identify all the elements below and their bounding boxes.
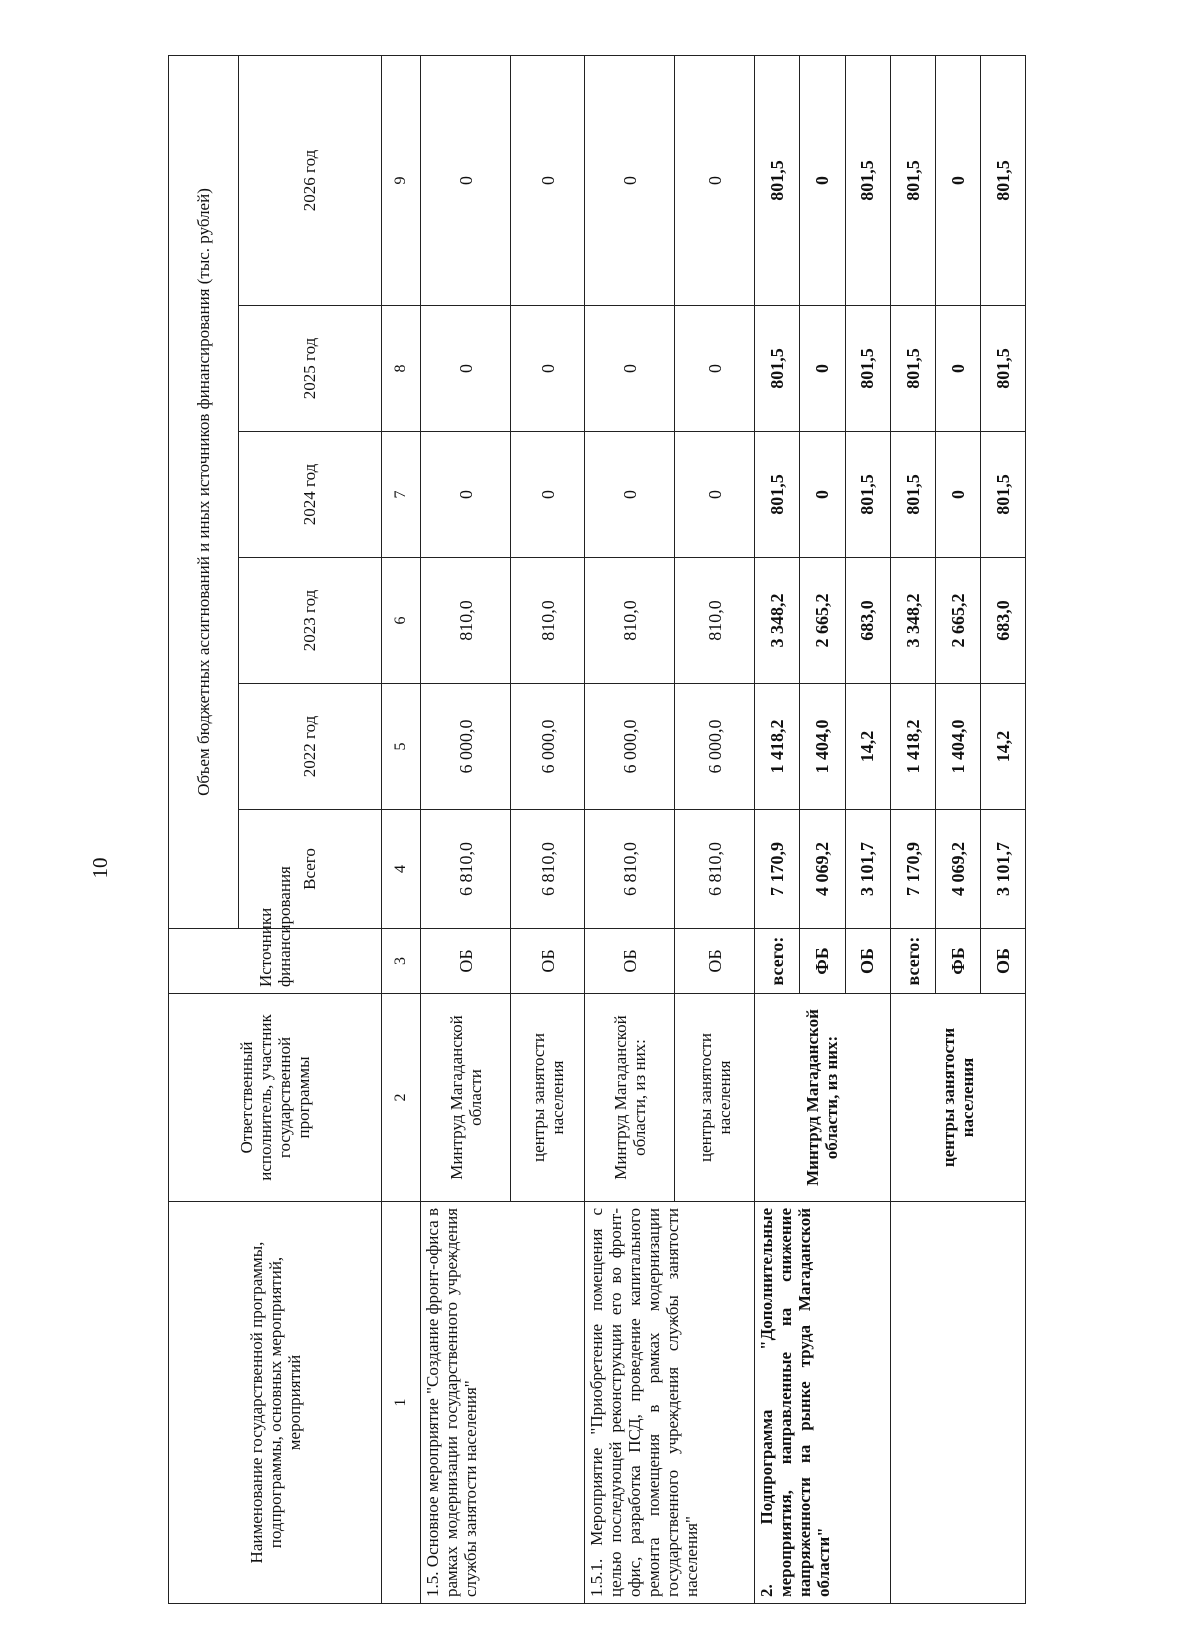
subprogram-name-continued xyxy=(890,1202,1025,1604)
header-year: 2025 год xyxy=(238,306,382,432)
value-cell: 0 xyxy=(585,432,675,558)
value-cell: 801,5 xyxy=(890,432,935,558)
source-cell: ОБ xyxy=(675,929,755,994)
value-cell: 0 xyxy=(421,56,511,306)
value-cell: 810,0 xyxy=(675,558,755,684)
value-cell: 801,5 xyxy=(845,306,890,432)
value-cell: 6 810,0 xyxy=(675,810,755,929)
value-cell: 801,5 xyxy=(980,306,1025,432)
value-cell: 6 000,0 xyxy=(511,684,585,810)
source-cell: ОБ xyxy=(980,929,1025,994)
responsible-cell: Минтруд Магаданской области, из них: xyxy=(755,994,890,1202)
subprogram-number: 2. xyxy=(757,1584,777,1597)
value-cell: 801,5 xyxy=(890,56,935,306)
value-cell: 3 101,7 xyxy=(845,810,890,929)
value-cell: 801,5 xyxy=(755,56,800,306)
value-cell: 1 404,0 xyxy=(800,684,845,810)
column-number: 5 xyxy=(382,684,421,810)
header-source: Источники финансирования xyxy=(169,929,382,994)
value-cell: 0 xyxy=(511,306,585,432)
responsible-cell: центры занятости населения xyxy=(890,994,1025,1202)
value-cell: 1 418,2 xyxy=(890,684,935,810)
source-cell: ОБ xyxy=(845,929,890,994)
value-cell: 0 xyxy=(511,56,585,306)
value-cell: 4 069,2 xyxy=(935,810,980,929)
header-year: Всего xyxy=(238,810,382,929)
header-year: 2024 год xyxy=(238,432,382,558)
value-cell: 0 xyxy=(935,306,980,432)
responsible-cell: Минтруд Магаданской области, из них: xyxy=(585,994,675,1202)
subprogram-name xyxy=(755,1202,890,1604)
value-cell: 0 xyxy=(800,306,845,432)
value-cell: 1 418,2 xyxy=(755,684,800,810)
value-cell: 7 170,9 xyxy=(755,810,800,929)
value-cell: 0 xyxy=(675,432,755,558)
header-responsible: Ответственный исполнитель, участник государственной программы xyxy=(169,994,382,1202)
column-number: 2 xyxy=(382,994,421,1202)
responsible-cell: Минтруд Магаданской области xyxy=(421,994,511,1202)
value-cell: 0 xyxy=(421,432,511,558)
value-cell: 683,0 xyxy=(845,558,890,684)
header-year: 2023 год xyxy=(238,558,382,684)
value-cell: 0 xyxy=(935,432,980,558)
source-cell: ОБ xyxy=(511,929,585,994)
value-cell: 0 xyxy=(800,432,845,558)
source-cell: ФБ xyxy=(935,929,980,994)
value-cell: 683,0 xyxy=(980,558,1025,684)
value-cell: 6 810,0 xyxy=(511,810,585,929)
value-cell: 7 170,9 xyxy=(890,810,935,929)
financing-table xyxy=(168,55,1026,1604)
page-number: 10 xyxy=(88,857,112,879)
source-cell: ОБ xyxy=(585,929,675,994)
header-year: 2022 год xyxy=(238,684,382,810)
value-cell: 810,0 xyxy=(421,558,511,684)
measure-name: 1.5. Основное мероприятие "Создание фронт-офиса в рамках модернизации государственного учреждения службы занятости населения" xyxy=(421,1202,585,1604)
subprogram-title: Подпрограмма "Дополнительные мероприятия, направленные на снижение напряженности на рынке труда Магаданской области" xyxy=(757,1207,834,1597)
header-year: 2026 год xyxy=(238,56,382,306)
source-cell: ФБ xyxy=(800,929,845,994)
value-cell: 0 xyxy=(585,56,675,306)
value-cell: 2 665,2 xyxy=(935,558,980,684)
value-cell: 801,5 xyxy=(980,432,1025,558)
column-number: 4 xyxy=(382,810,421,929)
value-cell: 801,5 xyxy=(845,56,890,306)
header-volume: Объем бюджетных ассигнований и иных источников финансирования (тыс. рублей) xyxy=(169,56,239,929)
value-cell: 6 000,0 xyxy=(421,684,511,810)
column-number: 8 xyxy=(382,306,421,432)
value-cell: 3 348,2 xyxy=(755,558,800,684)
value-cell: 14,2 xyxy=(845,684,890,810)
value-cell: 0 xyxy=(585,306,675,432)
value-cell: 0 xyxy=(511,432,585,558)
value-cell: 0 xyxy=(675,306,755,432)
value-cell: 801,5 xyxy=(845,432,890,558)
value-cell: 2 665,2 xyxy=(800,558,845,684)
value-cell: 0 xyxy=(421,306,511,432)
measure-name: 1.5.1. Мероприятие "Приобретение помещения с целью последующей реконструкции его во фронт-офис, разработка ПСД, проведение капитального ремонта помещения в рамках модернизации государственного учреждения службы занятости населения" xyxy=(585,1202,755,1604)
header-name: Наименование государственной программы, подпрограммы, основных мероприятий, мероприятий xyxy=(169,1202,382,1604)
value-cell: 1 404,0 xyxy=(935,684,980,810)
column-number: 9 xyxy=(382,56,421,306)
column-number: 7 xyxy=(382,432,421,558)
source-cell: всего: xyxy=(890,929,935,994)
value-cell: 0 xyxy=(935,56,980,306)
value-cell: 801,5 xyxy=(755,432,800,558)
value-cell: 810,0 xyxy=(511,558,585,684)
value-cell: 3 101,7 xyxy=(980,810,1025,929)
responsible-cell: центры занятости населения xyxy=(511,994,585,1202)
value-cell: 801,5 xyxy=(890,306,935,432)
value-cell: 6 810,0 xyxy=(421,810,511,929)
rotated-table-container xyxy=(168,56,1026,1604)
value-cell: 6 000,0 xyxy=(675,684,755,810)
value-cell: 801,5 xyxy=(755,306,800,432)
column-number: 6 xyxy=(382,558,421,684)
value-cell: 3 348,2 xyxy=(890,558,935,684)
source-cell: ОБ xyxy=(421,929,511,994)
value-cell: 810,0 xyxy=(585,558,675,684)
value-cell: 14,2 xyxy=(980,684,1025,810)
value-cell: 4 069,2 xyxy=(800,810,845,929)
value-cell: 0 xyxy=(675,56,755,306)
column-number: 3 xyxy=(382,929,421,994)
value-cell: 6 000,0 xyxy=(585,684,675,810)
column-number: 1 xyxy=(382,1202,421,1604)
value-cell: 0 xyxy=(800,56,845,306)
value-cell: 801,5 xyxy=(980,56,1025,306)
source-cell: всего: xyxy=(755,929,800,994)
value-cell: 6 810,0 xyxy=(585,810,675,929)
responsible-cell: центры занятости населения xyxy=(675,994,755,1202)
